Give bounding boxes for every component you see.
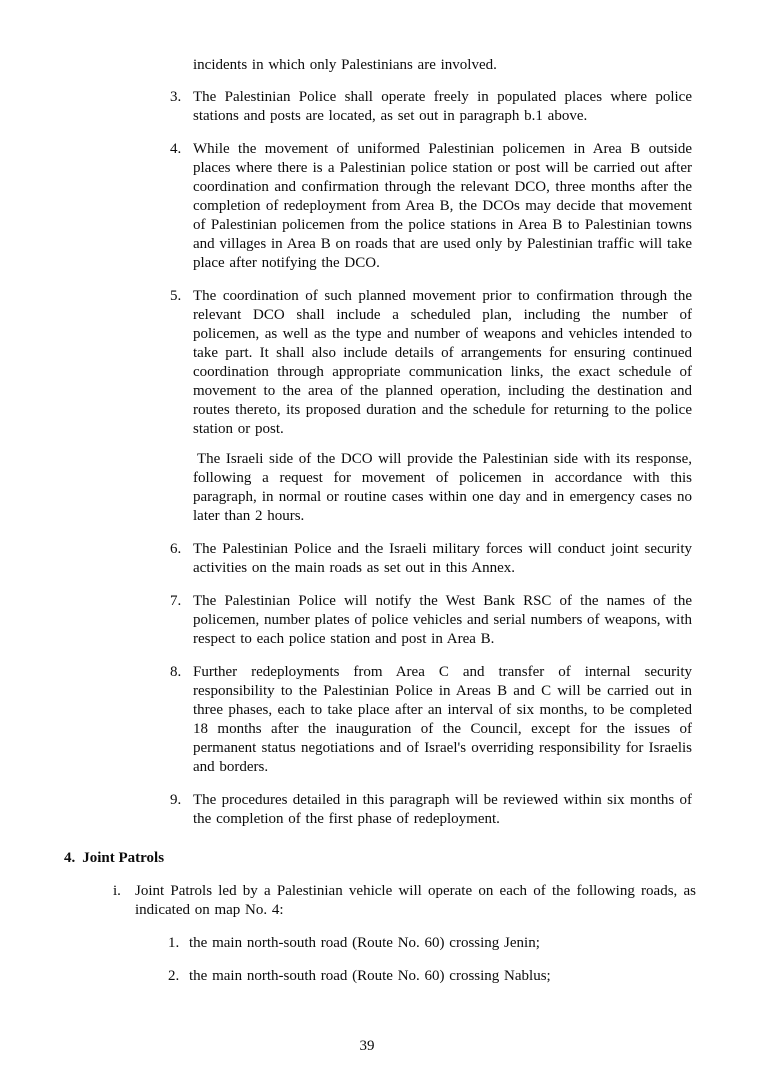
road-item-number: 1. (168, 935, 180, 951)
sub-item-text: Joint Patrols led by a Palestinian vehicle will operate on each of the following roads, as indicated on map No. 4: (135, 883, 696, 918)
list-item-6 (170, 540, 692, 578)
section-number: 4. (64, 850, 76, 866)
road-item-text: the main north-south road (Route No. 60) crossing Jenin; (189, 935, 540, 951)
list-item-7 (170, 592, 692, 649)
road-item-number: 2. (168, 968, 180, 984)
list-item-8 (170, 663, 692, 777)
list-item-9 (170, 791, 692, 829)
item-number: 3. (170, 89, 182, 105)
item-text: The coordination of such planned movement prior to confirmation through the relevant DCO shall include a scheduled plan, including the number of policemen, as well as the type and number of weapons and vehicles intended to take part. It shall also include details of arrangements for ensuring continued coordination through appropriate communication links, the exact schedule of movement to the area of the planned operation, including the destination and routes thereto, its proposed duration and the schedule for returning to the police station or post. (193, 288, 692, 437)
list-item-5 (170, 287, 692, 526)
paragraph-continuation: incidents in which only Palestinians are involved. (193, 57, 497, 73)
page-content (0, 56, 758, 1037)
item-text: The Palestinian Police shall operate freely in populated places where police stations and posts are located, as set out in paragraph b.1 above. (193, 89, 692, 124)
item-text: The Palestinian Police and the Israeli military forces will conduct joint security activities on the main roads as set out in this Annex. (193, 541, 692, 576)
item-number: 8. (170, 664, 182, 680)
item-number: 9. (170, 792, 182, 808)
list-item-4 (170, 140, 692, 273)
item-text: While the movement of uniformed Palestinian policemen in Area B outside places where there is a Palestinian police station or post will be carried out after coordination and confirmation through the relevant DCO, three months after the completion of redeployment from Area B, the DCOs may decide that movement of Palestinian policemen from the police stations in Area B to Palestinian towns and villages in Area B on roads that are used only by Palestinian traffic will take place after notifying the DCO. (193, 141, 692, 271)
road-item-1 (168, 934, 698, 953)
item-number: 4. (170, 141, 182, 157)
page-number: 39 (359, 1038, 375, 1054)
section-title: Joint Patrols (82, 850, 165, 866)
item-text: Further redeployments from Area C and transfer of internal security responsibility to the Palestinian Police in Areas B and C will be carried out in three phases, each to take place after an interval of six months, to be completed 18 months after the inauguration of the Council, except for the issues of permanent status negotiations and of Israel's overriding responsibility for Israelis and borders. (193, 664, 692, 775)
item-text-second-paragraph: The Israeli side of the DCO will provide the Palestinian side with its response, following a request for movement of policemen in accordance with this paragraph, in normal or routine cases within one day and in emergency cases no later than 2 hours. (193, 451, 692, 524)
road-item-text: the main north-south road (Route No. 60) crossing Nablus; (189, 968, 551, 984)
item-number: 5. (170, 288, 182, 304)
item-number: 7. (170, 593, 182, 609)
section-heading-joint-patrols (64, 849, 690, 868)
sub-item-i (113, 882, 696, 920)
item-text: The procedures detailed in this paragraph will be reviewed within six months of the completion of the first phase of redeployment. (193, 792, 692, 827)
road-item-2 (168, 967, 698, 986)
item-text: The Palestinian Police will notify the West Bank RSC of the names of the policemen, number plates of police vehicles and serial numbers of weapons, with respect to each police station and post in Area B. (193, 593, 692, 647)
sub-item-number: i. (113, 883, 121, 899)
list-item-3 (170, 88, 692, 126)
item-number: 6. (170, 541, 182, 557)
